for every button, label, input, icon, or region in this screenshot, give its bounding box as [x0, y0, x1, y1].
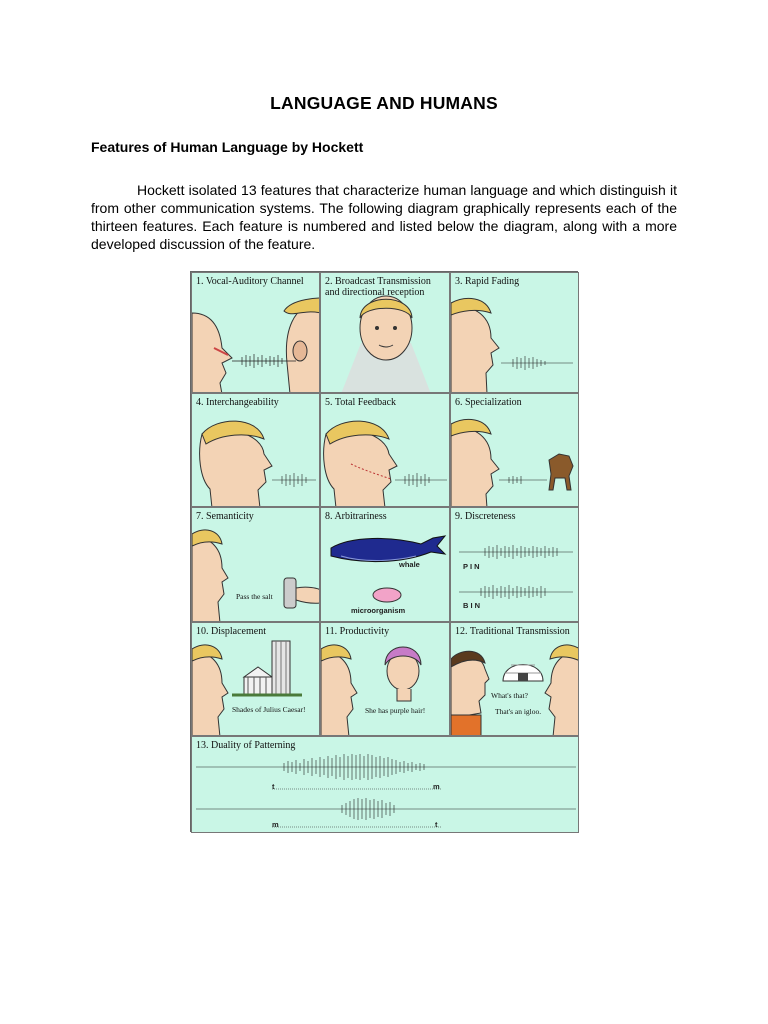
displacement-caption: Shades of Julius Caesar! [232, 705, 306, 714]
cell-label: 6. Specialization [455, 397, 522, 408]
tradition-answer-caption: That's an igloo. [495, 707, 542, 716]
arbitrariness-illustration [321, 508, 450, 622]
cell-label: 8. Arbitrariness [325, 511, 387, 522]
cell-label: 11. Productivity [325, 626, 390, 637]
cell-label: 13. Duality of Patterning [196, 740, 296, 751]
cell-displacement [191, 622, 320, 736]
cell-discreteness [450, 507, 579, 622]
semanticity-caption: Pass the salt [236, 592, 273, 601]
tradition-question-caption: What's that? [491, 691, 528, 700]
cell-label: 7. Semanticity [196, 511, 254, 522]
duality-2-start: m [272, 820, 279, 829]
cell-label: 3. Rapid Fading [455, 276, 520, 287]
total-feedback-illustration [321, 394, 450, 507]
whale-caption: whale [399, 560, 420, 569]
cell-total-feedback [320, 393, 450, 507]
bin-caption: B I N [463, 601, 481, 610]
cell-broadcast [320, 272, 450, 393]
section-subtitle: Features of Human Language by Hockett [91, 139, 364, 155]
cell-duality-of-patterning [191, 736, 579, 833]
interchangeability-illustration [192, 394, 320, 507]
duality-1-end: m [433, 782, 440, 791]
vocal-auditory-illustration [192, 273, 320, 393]
cell-label: 9. Discreteness [455, 511, 516, 522]
microorganism-caption: microorganism [351, 606, 406, 615]
displacement-illustration [192, 623, 320, 736]
cell-interchangeability [191, 393, 320, 507]
duality-2-end: t [435, 820, 438, 829]
semanticity-illustration [192, 508, 320, 622]
cell-label: 4. Interchangeability [196, 397, 279, 408]
productivity-illustration [321, 623, 450, 736]
specialization-illustration [451, 394, 579, 507]
cell-productivity [320, 622, 450, 736]
duality-illustration [192, 737, 579, 833]
cell-label: 12. Traditional Transmission [455, 626, 570, 637]
cell-traditional-transmission [450, 622, 579, 736]
document-title: LANGUAGE AND HUMANS [270, 93, 498, 113]
cell-label: 2. Broadcast Transmission and directional reception [325, 276, 431, 298]
rapid-fading-illustration [451, 273, 579, 393]
cell-semanticity [191, 507, 320, 622]
duality-1-start: t [272, 782, 275, 791]
cell-arbitrariness [320, 507, 450, 622]
cell-label: 1. Vocal-Auditory Channel [196, 276, 304, 287]
cell-vocal-auditory [191, 272, 320, 393]
traditional-transmission-illustration [451, 623, 579, 736]
cell-specialization [450, 393, 579, 507]
intro-paragraph: Hockett isolated 13 features that characterize human language and which distinguish it from other communication systems. The following diagram graphically represents each of the thirteen features. Each feature is numbered and listed below the diagram, along with a more developed discussion of the feature. [91, 182, 677, 252]
hockett-features-diagram [190, 271, 578, 832]
pin-caption: P I N [463, 562, 480, 571]
cell-rapid-fading [450, 272, 579, 393]
cell-label: 10. Displacement [196, 626, 266, 637]
cell-label: 5. Total Feedback [325, 397, 397, 408]
productivity-caption: She has purple hair! [365, 706, 426, 715]
